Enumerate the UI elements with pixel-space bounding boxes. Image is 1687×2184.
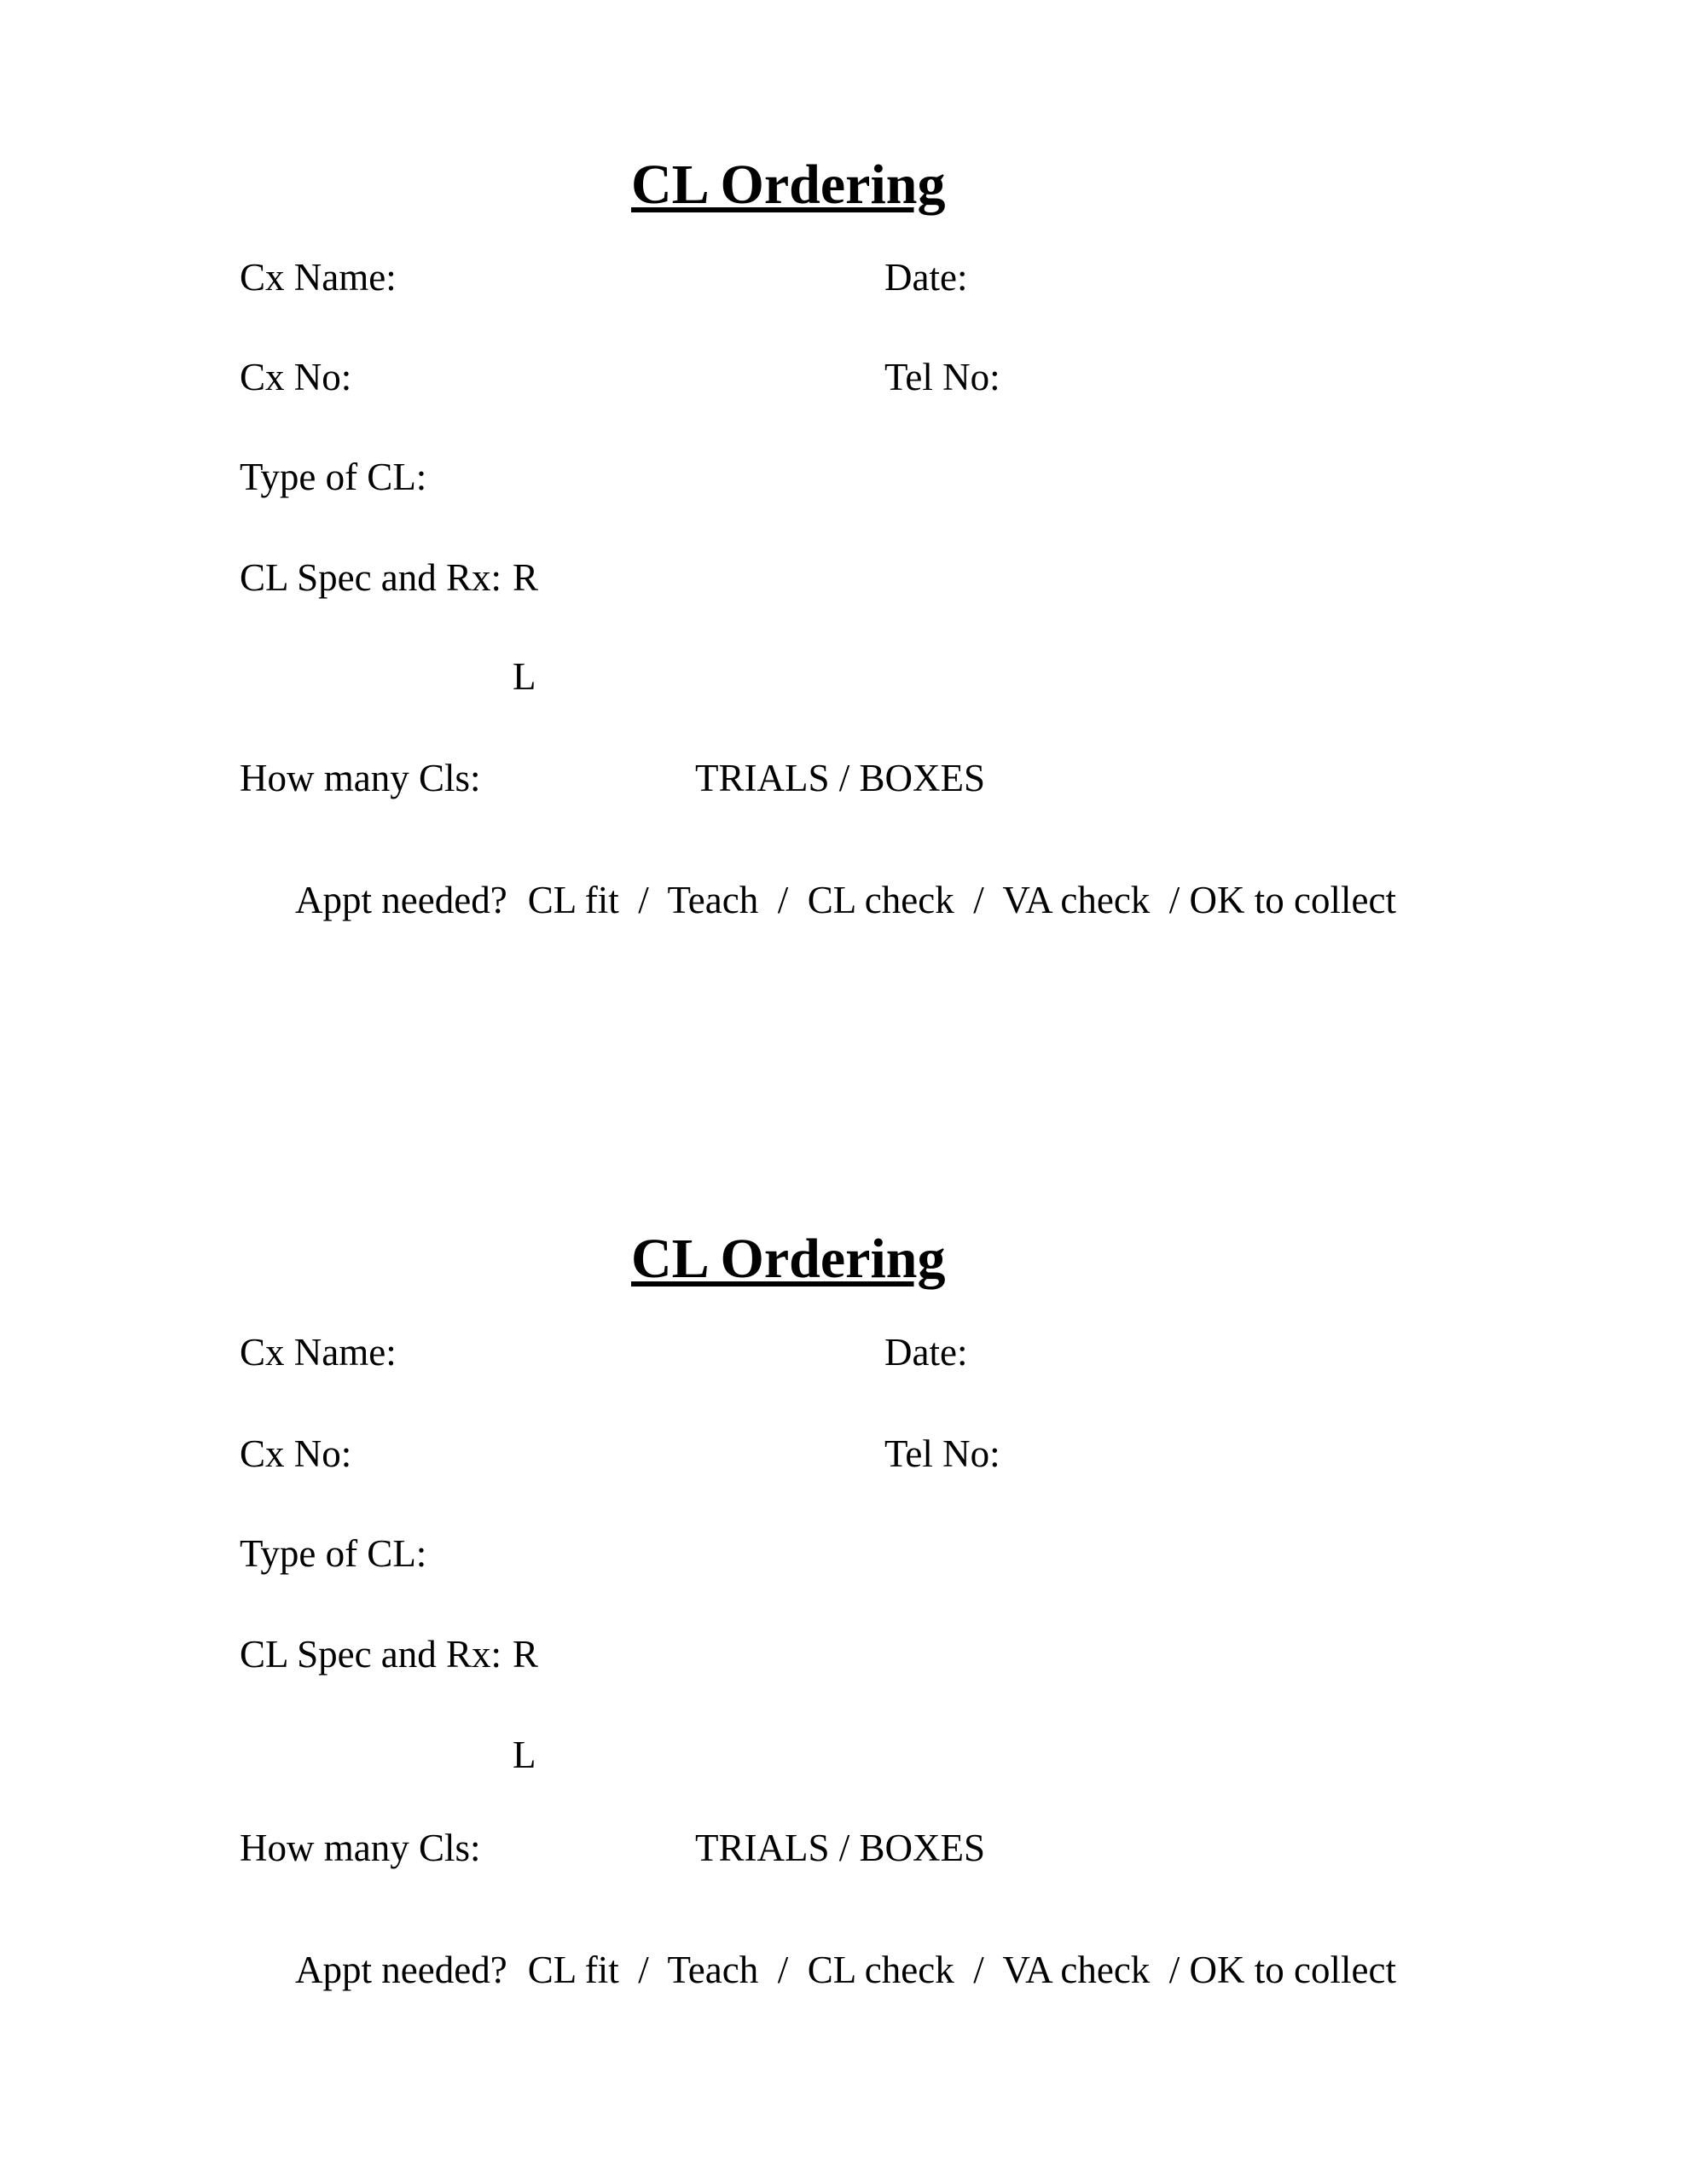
appt-needed-label: Appt needed? (295, 1949, 507, 1991)
trials-boxes-label: TRIALS / BOXES (695, 1827, 986, 1869)
date-label: Date: (884, 256, 968, 299)
type-of-cl-label: Type of CL: (240, 456, 427, 498)
appt-needed-label: Appt needed? (295, 879, 507, 921)
page-title: CL Ordering (631, 1228, 946, 1290)
appt-needed-line (240, 843, 1396, 958)
appt-options: CL fit / Teach / CL check / VA check / OK to collect (527, 879, 1396, 921)
tel-no-label: Tel No: (884, 1432, 1000, 1475)
left-eye-marker: L (513, 1734, 536, 1776)
trials-boxes-label: TRIALS / BOXES (695, 757, 986, 799)
cx-no-label: Cx No: (240, 356, 352, 398)
appt-options: CL fit / Teach / CL check / VA check / OK to collect (527, 1949, 1396, 1991)
tel-no-label: Tel No: (884, 356, 1000, 398)
cl-spec-label: CL Spec and Rx: (240, 556, 502, 599)
cx-name-label: Cx Name: (240, 256, 397, 299)
cx-no-label: Cx No: (240, 1432, 352, 1475)
cx-name-label: Cx Name: (240, 1331, 397, 1374)
page-title: CL Ordering (631, 154, 946, 216)
date-label: Date: (884, 1331, 968, 1374)
right-eye-marker: R (513, 556, 539, 599)
appt-needed-line (240, 1913, 1396, 2028)
cl-spec-label: CL Spec and Rx: (240, 1633, 502, 1676)
type-of-cl-label: Type of CL: (240, 1532, 427, 1575)
how-many-cls-label: How many Cls: (240, 1827, 481, 1869)
left-eye-marker: L (513, 655, 536, 698)
how-many-cls-label: How many Cls: (240, 757, 481, 799)
right-eye-marker: R (513, 1633, 539, 1676)
